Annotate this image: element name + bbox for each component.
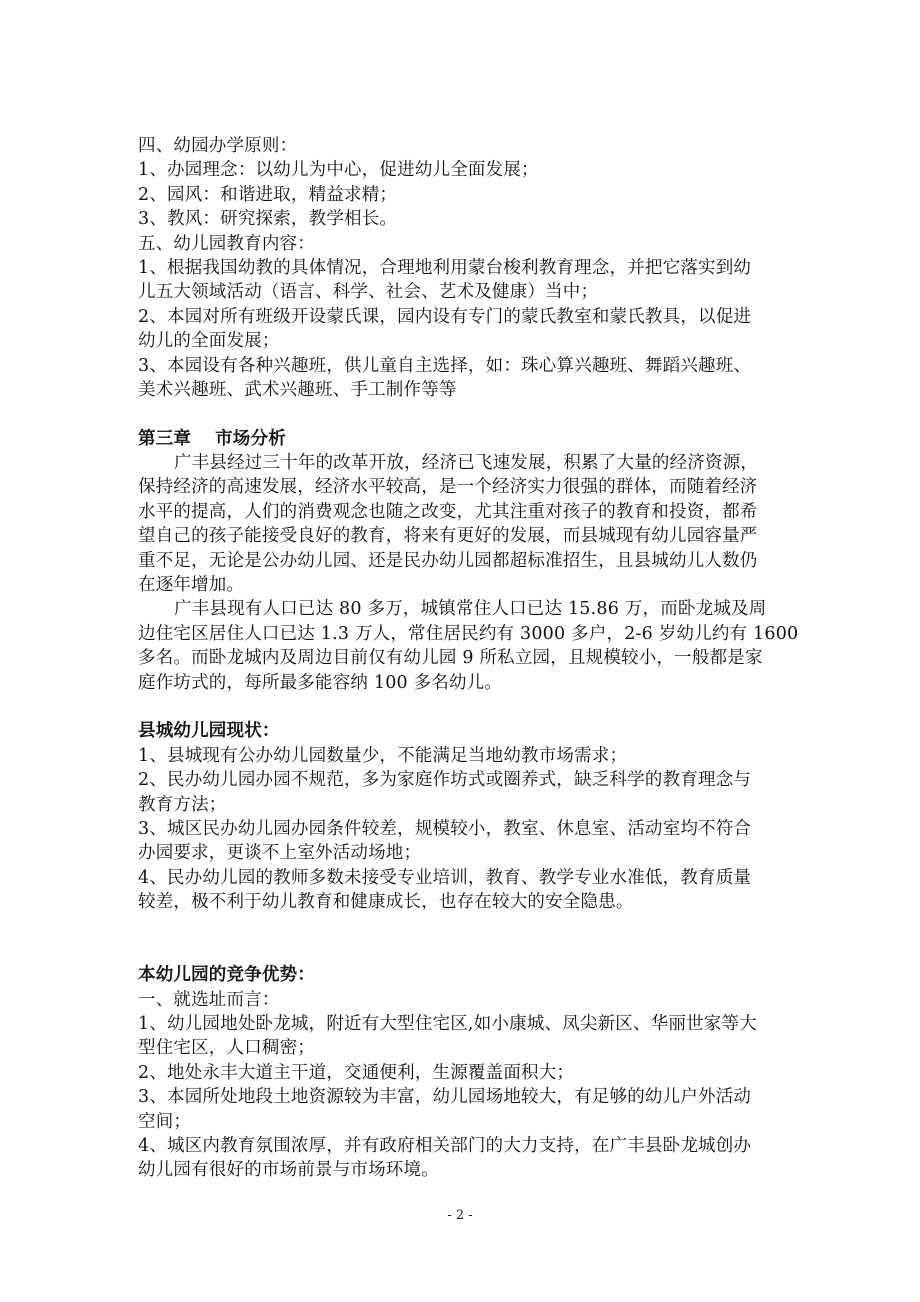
section-five-line: 3、本园设有各种兴趣班，供儿童自主选择，如：珠心算兴趣班、舞蹈兴趣班、: [138, 355, 752, 376]
advantages-line: 型住宅区，人口稠密；: [138, 1038, 315, 1059]
section-five-line: 1、根据我国幼教的具体情况，合理地利用蒙台梭利教育理念，并把它落实到幼: [138, 257, 752, 278]
section-five-title: 五、幼儿园教育内容：: [138, 233, 315, 254]
paragraph-line: 保持经济的高速发展，经济水平较高，是一个经济实力很强的群体，而随着经济: [138, 477, 758, 498]
paragraph-line: 广丰县经过三十年的改革开放，经济已飞速发展，积累了大量的经济资源，: [174, 453, 759, 474]
spacer: [138, 695, 788, 719]
paragraph-line: 重不足，无论是公办幼儿园、还是民办幼儿园都超标准招生，且县城幼儿人数仍: [138, 550, 758, 571]
county-status-line: 3、城区民办幼儿园办园条件较差，规模较小，教室、休息室、活动室均不符合: [138, 818, 752, 839]
section-four-item: 2、园风：和谐进取，精益求精；: [138, 184, 398, 205]
advantages-line: 1、幼儿园地处卧龙城，附近有大型住宅区,如小康城、凤尖新区、华丽世家等大: [138, 1014, 757, 1035]
chapter-heading: [138, 427, 788, 451]
section-four-item: 3、教风：研究探索，教学相长。: [138, 209, 398, 230]
document-page: [138, 134, 799, 1183]
advantages-line: 幼儿园有很好的市场前景与市场环境。: [138, 1160, 439, 1181]
advantages-title: 本幼儿园的竞争优势：: [138, 965, 315, 986]
chapter-number: 第三章: [138, 428, 192, 449]
county-status-line: 4、民办幼儿园的教师多数未接受专业培训，教育、教学专业水准低，教育质量: [138, 867, 752, 888]
county-status-line: 较差，极不利于幼儿教育和健康成长，也存在较大的安全隐患。: [138, 892, 634, 913]
county-status-line: 1、县城现有公办幼儿园数量少，不能满足当地幼教市场需求；: [138, 745, 628, 766]
page-number: - 2 -: [447, 1208, 473, 1223]
spacer: [138, 402, 788, 426]
advantages-line: 4、城区内教育氛围浓厚，并有政府相关部门的大力支持，在广丰县卧龙城创办: [138, 1136, 752, 1157]
paragraph-line: 广丰县现有人口已达 80 多万，城镇常住人口已达 15.86 万，而卧龙城及周: [174, 599, 767, 620]
paragraph-line: 望自己的孩子能接受良好的教育，将来有更好的发展，而县城现有幼儿园容量严: [138, 526, 758, 547]
chapter-title: 市场分析: [215, 428, 286, 449]
county-status-line: 教育方法；: [138, 794, 227, 815]
section-five-line: 儿五大领域活动（语言、科学、社会、艺术及健康）当中；: [138, 282, 599, 303]
advantages-line: 2、地处永丰大道主干道，交通便利，生源覆盖面积大；: [138, 1062, 575, 1083]
section-four-item: 1、办园理念：以幼儿为中心，促进幼儿全面发展；: [138, 160, 539, 181]
county-status: [138, 719, 788, 914]
section-five: [138, 232, 788, 403]
section-five-line: 美术兴趣班、武术兴趣班、手工制作等等: [138, 379, 457, 400]
county-status-title: 县城幼儿园现状：: [138, 721, 280, 742]
paragraph-line: 边住宅区居住人口已达 1.3 万人，常住居民约有 3000 多户，2-6 岁幼儿约有 1600: [138, 623, 799, 644]
section-four-title: 四、幼园办学原则：: [138, 136, 298, 156]
paragraph-line: 庭作坊式的，每所最多能容纳 100 多名幼儿。: [138, 672, 503, 693]
advantages-line: 3、本园所处地段土地资源较为丰富，幼儿园场地较大，有足够的幼儿户外活动: [138, 1087, 752, 1108]
paragraph-line: 多名。而卧龙城内及周边目前仅有幼儿园 9 所私立园，且规模较小，一般都是家: [138, 648, 763, 669]
section-four: [138, 134, 788, 232]
advantages-line: 空间；: [138, 1111, 192, 1132]
section-five-line: 幼儿的全面发展；: [138, 331, 280, 352]
county-status-line: 办园要求，更谈不上室外活动场地；: [138, 843, 422, 864]
chapter-three: [138, 427, 799, 695]
competitive-advantages: [138, 963, 788, 1183]
section-five-line: 2、本园对所有班级开设蒙氏课，园内设有专门的蒙氏教室和蒙氏教具，以促进: [138, 306, 752, 327]
paragraph-line: 在逐年增加。: [138, 575, 245, 596]
spacer: [138, 915, 788, 964]
advantages-subtitle: 一、就选址而言：: [138, 989, 280, 1010]
county-status-line: 2、民办幼儿园办园不规范，多为家庭作坊式或圈养式，缺乏科学的教育理念与: [138, 770, 752, 791]
paragraph-line: 水平的提高，人们的消费观念也随之改变，尤其注重对孩子的教育和投资，都希: [138, 501, 758, 522]
